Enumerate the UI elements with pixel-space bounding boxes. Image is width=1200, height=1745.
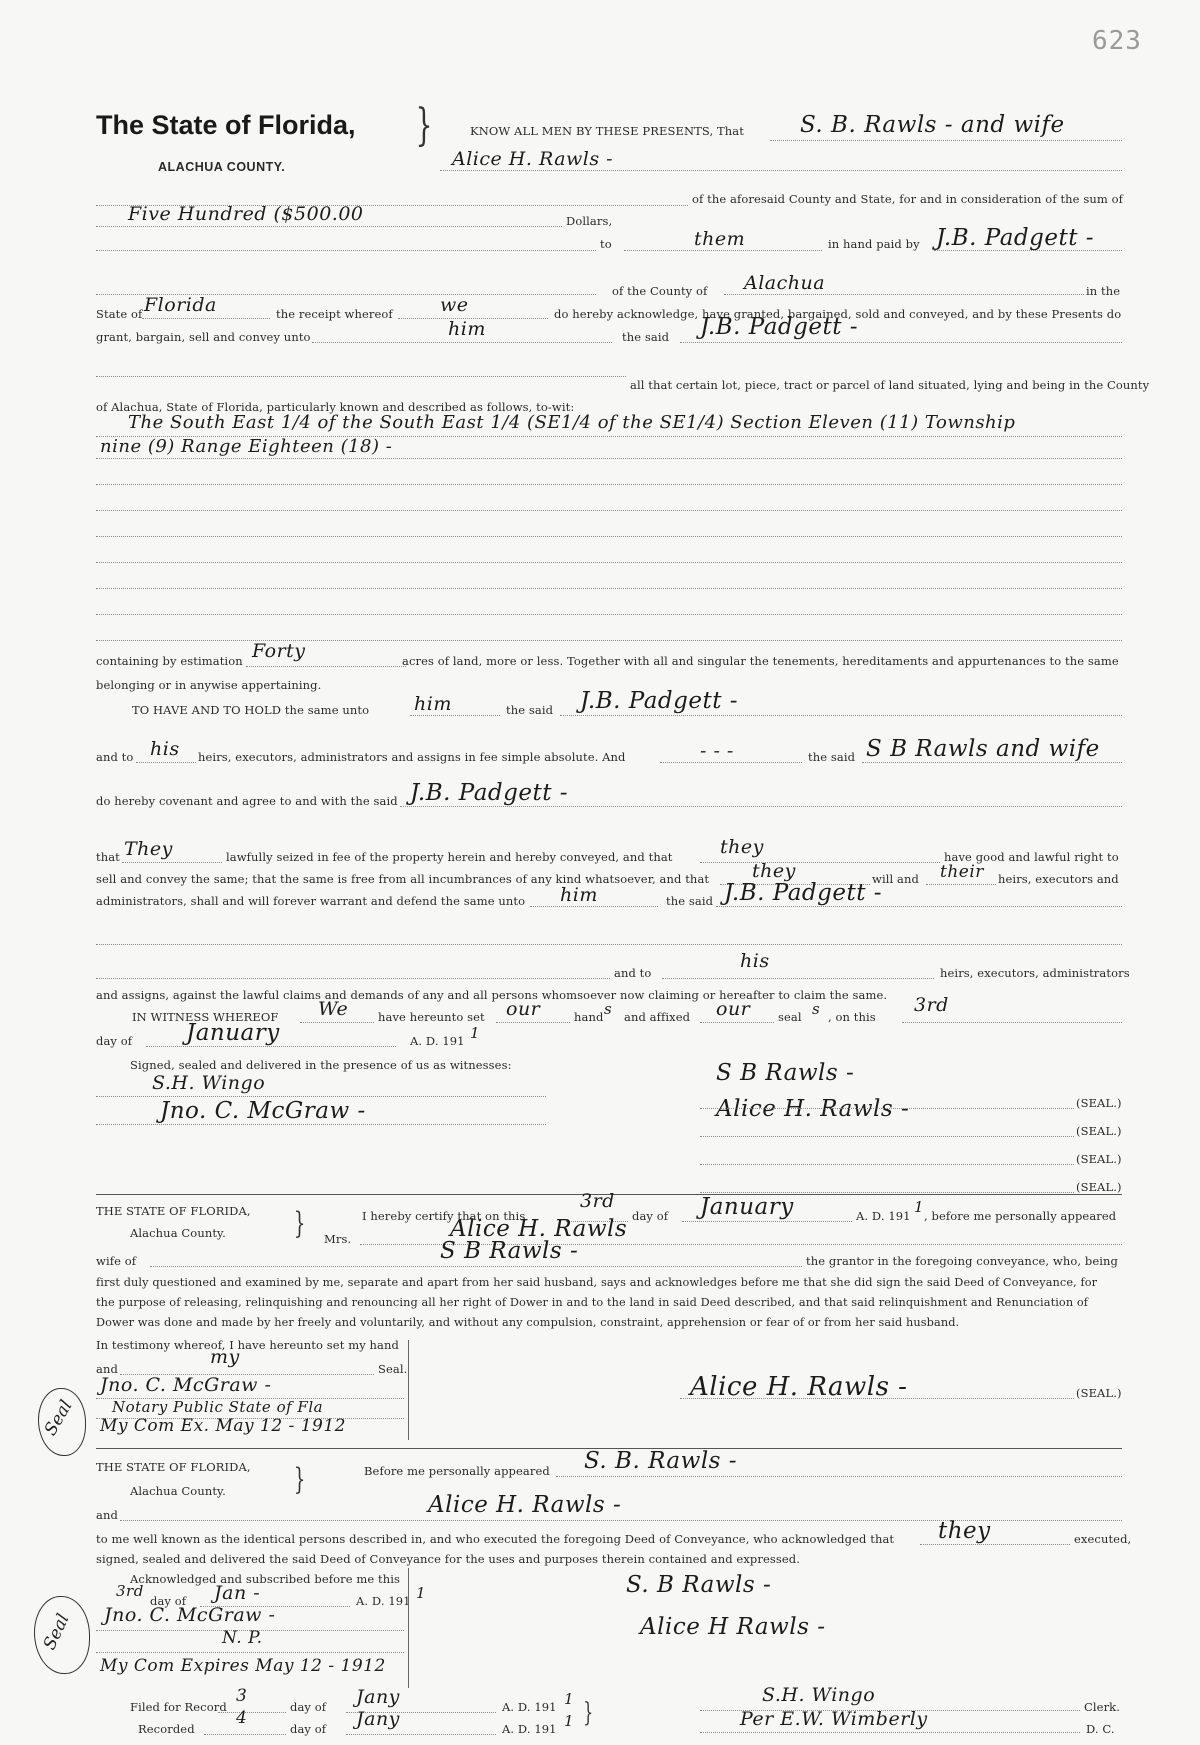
rule [560, 715, 1122, 716]
rule [700, 1108, 1074, 1109]
day-of-label: day of [290, 1700, 327, 1714]
county-subtitle: ALACHUA COUNTY. [158, 160, 286, 174]
dower-year-handwritten: 1 [914, 1198, 925, 1216]
ack-state: THE STATE OF FLORIDA, [96, 1460, 251, 1474]
the-said-label: the said [622, 330, 670, 344]
ack-body-1: to me well known as the identical persons described in, and who executed the foregoing Deed of Conveyance, who acknowledged that [96, 1532, 895, 1546]
ack-brace: } [293, 1462, 306, 1497]
notary-commission-handwritten: My Com Ex. May 12 - 1912 [100, 1416, 346, 1436]
habendum-grantor-handwritten: S B Rawls and wife [866, 736, 1100, 762]
covenant-text: do hereby covenant and agree to and with the said [96, 794, 398, 808]
ad-label: A. D. 191 [502, 1722, 557, 1736]
notary-title-handwritten: Notary Public State of Fla [112, 1398, 324, 1416]
the-said-label: the said [506, 703, 554, 717]
warrant-said-handwritten: J.B. Padgett - [724, 880, 883, 906]
grantor-wife-handwritten: Alice H. Rawls - [452, 148, 614, 170]
recorded-label: Recorded [138, 1722, 195, 1736]
witness-month-handwritten: January [186, 1020, 280, 1046]
ad-label: A. D. 191 [856, 1209, 911, 1223]
rule [218, 1712, 286, 1713]
rule [96, 978, 610, 979]
rule [700, 1136, 1074, 1137]
rule [96, 588, 1122, 589]
day-of-label: day of [632, 1209, 669, 1223]
grant-said-handwritten: J.B. Padgett - [700, 314, 859, 340]
seal-mark-2: (SEAL.) [1076, 1124, 1122, 1138]
to-handwritten: them [694, 228, 746, 250]
to-have-text: TO HAVE AND TO HOLD the same unto [132, 703, 370, 717]
know-all-text: KNOW ALL MEN BY THESE PRESENTS, That [470, 124, 744, 138]
acres-text: acres of land, more or less. Together with all and singular the tenements, hereditaments and appurtenances to the same [402, 654, 1119, 668]
rule [700, 1022, 774, 1023]
certify-text: I hereby certify that on this [362, 1209, 526, 1223]
executed-label: executed, [1074, 1532, 1132, 1546]
ack-body-2: signed, sealed and delivered the said Deed of Conveyance for the uses and purposes therein contained and expressed. [96, 1552, 801, 1566]
rule [96, 614, 1122, 615]
to-label: to [600, 237, 612, 251]
ack-day-handwritten: 3rd [116, 1582, 144, 1600]
rule [142, 318, 270, 319]
habendum-and-handwritten: - - - [700, 740, 734, 762]
rule [150, 1266, 802, 1267]
wife-of-label: wife of [96, 1254, 137, 1268]
rec-month-handwritten: Jany [356, 1708, 400, 1730]
before-me-text: , before me personally appeared [924, 1209, 1117, 1223]
rule [346, 1734, 496, 1735]
we-handwritten: We [318, 998, 349, 1020]
dower-seal-mark: (SEAL.) [1076, 1386, 1122, 1400]
and-to-label: and to [614, 966, 652, 980]
of-alachua-text: of Alachua, State of Florida, particularly known and described as follows, to-wit: [96, 400, 575, 414]
rule [96, 562, 1122, 563]
filed-day-handwritten: 3 [236, 1686, 248, 1706]
rule [682, 1221, 852, 1222]
seal-mark-3: (SEAL.) [1076, 1152, 1122, 1166]
affixed-label: and affixed [624, 1010, 691, 1024]
the-said-label: the said [808, 750, 856, 764]
witness-day-handwritten: 3rd [914, 994, 949, 1016]
ack-signature-1: S. B Rawls - [626, 1572, 772, 1598]
grantor-handwritten: S. B. Rawls - and wife [800, 112, 1065, 138]
ack-month-handwritten: Jan - [214, 1582, 261, 1604]
have-set-label: have hereunto set [378, 1010, 485, 1024]
acres-handwritten: Forty [252, 640, 306, 662]
seal-stamp-text: Seal [39, 1610, 74, 1654]
rule [136, 762, 196, 763]
header-brace: } [415, 100, 433, 151]
signed-text: Signed, sealed and delivered in the presence of us as witnesses: [130, 1058, 512, 1072]
paid-by-label: in hand paid by [828, 237, 920, 251]
dc-label: D. C. [1086, 1722, 1115, 1736]
rule [312, 342, 612, 343]
rule [96, 226, 562, 227]
and-label: and [96, 1508, 118, 1522]
of-county-label: of the County of [612, 284, 708, 298]
rule [716, 906, 1122, 907]
rule [556, 1476, 1122, 1477]
acknowledge-text: do hereby acknowledge, have granted, bargained, sold and conveyed, and by these Presents do [554, 307, 1122, 321]
rule [700, 1732, 1080, 1733]
the-said-label: the said [666, 894, 714, 908]
ad-label: A. D. 191 [410, 1034, 465, 1048]
filed-month-handwritten: Jany [356, 1686, 400, 1708]
rule [496, 1022, 570, 1023]
rule [400, 806, 1122, 807]
seal-mark-1: (SEAL.) [1076, 1096, 1122, 1110]
rule [902, 1022, 1122, 1023]
rule [300, 1022, 374, 1023]
rule [96, 640, 1122, 641]
acknowledged-text: Acknowledged and subscribed before me this [130, 1572, 401, 1586]
sell-text: sell and convey the same; that the same is free from all incumbrances of any kind whatsoever, and that [96, 872, 710, 886]
rule [934, 250, 1122, 251]
ack-notary-handwritten: Jno. C. McGraw - [104, 1604, 276, 1626]
rule [440, 170, 1122, 171]
rule [96, 1124, 546, 1125]
seized-they2-handwritten: they [720, 836, 764, 858]
rule [410, 715, 500, 716]
rule [96, 536, 1122, 537]
receipt-label: the receipt whereof [276, 307, 393, 321]
rec-day-handwritten: 4 [236, 1708, 248, 1728]
grantor-signature: S B Rawls - [716, 1060, 855, 1086]
ad-label: A. D. 191 [502, 1700, 557, 1714]
rule [700, 1192, 1074, 1193]
hand-label: hand [574, 1010, 604, 1024]
heirs-admins-text: heirs, executors, administrators [940, 966, 1130, 980]
grant-text: grant, bargain, sell and convey unto [96, 330, 311, 344]
and-to-label: and to [96, 750, 134, 764]
rule [96, 1096, 546, 1097]
dower-body-2: the purpose of releasing, relinquishing and renouncing all her right of Dower in and to the land in said Deed described, and that said relinquishment and Renunciation of [96, 1296, 1089, 1309]
state-handwritten: Florida [144, 294, 217, 316]
seal-label: seal [778, 1010, 802, 1024]
seals-s-handwritten: s [812, 1000, 821, 1018]
rule [624, 250, 822, 251]
rule [96, 510, 1122, 511]
rule [122, 862, 222, 863]
seal-word: Seal. [378, 1362, 408, 1376]
dower-county: Alachua County. [130, 1226, 226, 1240]
ad-label: A. D. 191 [356, 1594, 411, 1608]
ack-name2-handwritten: Alice H. Rawls - [428, 1492, 622, 1518]
amount-handwritten: Five Hundred ($500.00 [128, 203, 364, 225]
rule [530, 906, 658, 907]
rule [96, 376, 626, 377]
in-witness-label: IN WITNESS WHEREOF [132, 1010, 279, 1024]
filed-year-handwritten: 1 [564, 1690, 575, 1708]
receipt-handwritten: we [440, 294, 469, 316]
mrs-label: Mrs. [324, 1232, 352, 1246]
heirs-exec-text: heirs, executors and [998, 872, 1119, 886]
witness-year-handwritten: 1 [470, 1024, 481, 1042]
ack-name1-handwritten: S. B. Rawls - [584, 1448, 738, 1474]
rule [862, 762, 1122, 763]
rule [680, 1398, 1074, 1399]
consideration-text: of the aforesaid County and State, for and in consideration of the sum of [692, 192, 1123, 206]
rule [700, 1164, 1074, 1165]
rule [662, 978, 934, 979]
habendum-his-handwritten: his [150, 738, 180, 760]
right-text: have good and lawful right to [944, 850, 1119, 864]
notary-name-handwritten: Jno. C. McGraw - [100, 1374, 272, 1396]
grantor-wife-signature: Alice H. Rawls - [716, 1096, 910, 1122]
husband-handwritten: S B Rawls - [440, 1238, 579, 1264]
seized-they-handwritten: They [124, 838, 173, 860]
land-description-handwritten-2: nine (9) Range Eighteen (18) - [100, 436, 393, 457]
filed-label: Filed for Record [130, 1700, 227, 1714]
rule [204, 1734, 286, 1735]
deputy-clerk-signature: Per E.W. Wimberly [740, 1708, 928, 1730]
rule [96, 250, 596, 251]
on-this-label: , on this [828, 1010, 876, 1024]
filing-brace: } [583, 1698, 594, 1728]
testimony-text: In testimony whereof, I have hereunto set my hand [96, 1338, 399, 1352]
seal-stamp-text: Seal [40, 1396, 77, 1440]
ack-commission-handwritten: My Com Expires May 12 - 1912 [100, 1656, 386, 1676]
dollars-label: Dollars, [566, 214, 613, 228]
warrant-unto-handwritten: him [560, 884, 598, 906]
rule [96, 944, 1122, 945]
dower-body-3: Dower was done and made by her freely and voluntarily, and without any compulsion, constraint, apprehension or fear of or from her said husband. [96, 1316, 960, 1329]
ack-they-handwritten: they [938, 1518, 991, 1544]
notary-box-edge [408, 1568, 409, 1688]
that-label: that [96, 850, 120, 864]
rule [96, 1652, 404, 1653]
warrant-his-handwritten: his [740, 950, 770, 972]
page-number: 623 [1092, 26, 1142, 56]
document-title: The State of Florida, [96, 110, 356, 140]
ack-county: Alachua County. [130, 1484, 226, 1498]
witness2-signature: Jno. C. McGraw - [160, 1098, 366, 1124]
clerk-label: Clerk. [1084, 1700, 1121, 1714]
lawful-claims-text: and assigns, against the lawful claims and demands of any and all persons whomsoever now claiming or hereafter to claim the same. [96, 988, 888, 1002]
rule [146, 1046, 396, 1047]
seized-they3-handwritten: they [752, 860, 796, 882]
dower-day-handwritten: 3rd [580, 1190, 615, 1212]
covenant-handwritten: J.B. Padgett - [410, 780, 569, 806]
habendum-unto-handwritten: him [414, 693, 452, 715]
ack-signature-2: Alice H Rawls - [640, 1614, 826, 1640]
state-of-label: State of [96, 307, 143, 321]
my-handwritten: my [210, 1346, 240, 1368]
ack-np-handwritten: N. P. [222, 1628, 263, 1648]
hands-s-handwritten: s [604, 1000, 613, 1018]
notary-box-edge [408, 1340, 409, 1440]
in-the-label: in the [1086, 284, 1121, 298]
before-appeared-text: Before me personally appeared [364, 1464, 550, 1478]
county-handwritten: Alachua [744, 272, 826, 294]
grantor-text: the grantor in the foregoing conveyance, who, being [806, 1254, 1118, 1268]
our2-handwritten: our [716, 998, 751, 1020]
rule [680, 342, 1122, 343]
rec-year-handwritten: 1 [564, 1712, 575, 1730]
rule [96, 458, 1122, 459]
heirs-text: heirs, executors, administrators and assigns in fee simple absolute. And [198, 750, 626, 764]
containing-text: containing by estimation [96, 654, 243, 668]
ack-year-handwritten: 1 [416, 1584, 427, 1602]
seized-text: lawfully seized in fee of the property herein and hereby conveyed, and that [226, 850, 673, 864]
dower-state: THE STATE OF FLORIDA, [96, 1204, 251, 1218]
day-of-label: day of [290, 1722, 327, 1736]
our-handwritten: our [506, 998, 541, 1020]
rule [246, 666, 406, 667]
seal-mark-4: (SEAL.) [1076, 1180, 1122, 1194]
will-and-label: will and [872, 872, 919, 886]
rule [700, 862, 940, 863]
dower-month-handwritten: January [700, 1194, 794, 1220]
and-label: and [96, 1362, 118, 1376]
grant-unto-handwritten: him [448, 318, 486, 340]
land-description-handwritten-1: The South East 1/4 of the South East 1/4 (SE1/4 of the SE1/4) Section Eleven (11) Township [128, 412, 1016, 433]
day-of-label: day of [96, 1034, 133, 1048]
dower-brace: } [293, 1206, 306, 1241]
admins-text: administrators, shall and will forever warrant and defend the same unto [96, 894, 526, 908]
rule [724, 294, 1084, 295]
rule [96, 484, 1122, 485]
rule [660, 762, 802, 763]
their-handwritten: their [940, 862, 984, 882]
rule [770, 140, 1122, 141]
clerk-signature: S.H. Wingo [762, 1684, 876, 1706]
rule [926, 884, 996, 885]
dower-body-1: first duly questioned and examined by me, separate and apart from her said husband, says and acknowledges before me that she did sign the said Deed of Conveyance, for [96, 1276, 1098, 1289]
day-of-label: day of [150, 1594, 187, 1608]
belonging-text: belonging or in anywise appertaining. [96, 678, 322, 692]
all-that-text: all that certain lot, piece, tract or parcel of land situated, lying and being in the County [630, 378, 1150, 392]
paid-by-handwritten: J.B. Padgett - [936, 225, 1095, 251]
mrs-handwritten: Alice H. Rawls [450, 1216, 628, 1242]
habendum-said-handwritten: J.B. Padgett - [580, 688, 739, 714]
dower-signature: Alice H. Rawls - [690, 1372, 908, 1402]
witness1-signature: S.H. Wingo [152, 1072, 266, 1094]
rule [920, 1544, 1070, 1545]
